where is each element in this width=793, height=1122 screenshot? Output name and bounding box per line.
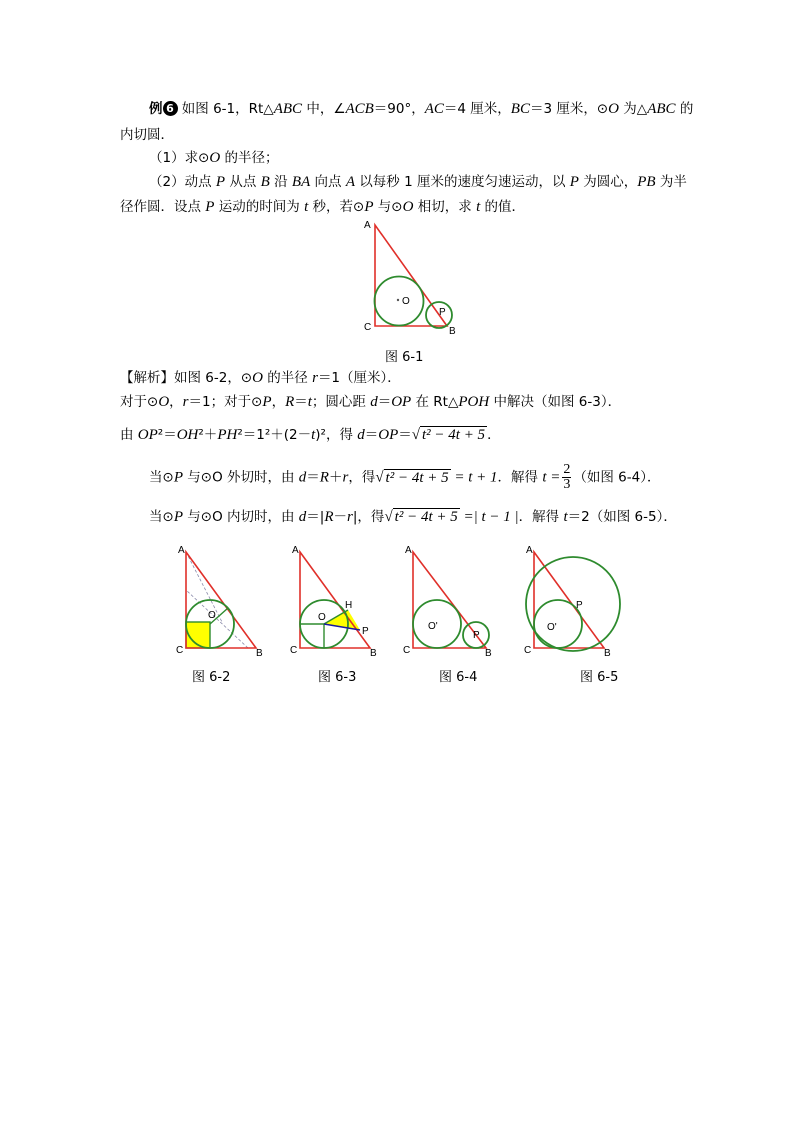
text: )²，得 xyxy=(315,427,358,443)
math: r xyxy=(312,370,318,386)
text: 向点 xyxy=(310,174,346,190)
math: OP xyxy=(391,394,412,410)
math: R xyxy=(319,469,329,486)
text: 以每秒 1 厘米的速度匀速运动，以 xyxy=(355,174,570,190)
text: ＝ xyxy=(364,427,379,443)
math: t xyxy=(476,199,481,215)
math: P xyxy=(364,199,374,215)
label-b: B xyxy=(449,326,456,337)
example-number: 6 xyxy=(163,101,178,116)
label-a: A xyxy=(405,545,412,556)
math: P xyxy=(215,174,226,190)
point-o xyxy=(397,299,399,301)
text: ＋ xyxy=(328,469,343,486)
math: PH xyxy=(217,427,238,443)
math: r xyxy=(342,469,349,486)
caption-6-5: 图 6-5 xyxy=(580,670,619,685)
math: P xyxy=(262,394,272,410)
question-1 xyxy=(149,149,279,167)
text: ＝90°， xyxy=(373,101,425,117)
text: ＝ xyxy=(306,469,320,486)
text: 的 xyxy=(675,101,694,117)
math: t xyxy=(311,427,316,443)
fraction-two-thirds xyxy=(562,463,571,492)
text: ＝ xyxy=(398,427,412,443)
text: 由 xyxy=(120,427,138,443)
figure-6-3 xyxy=(282,542,382,660)
math: OP xyxy=(378,427,399,443)
question-2-line-2 xyxy=(120,198,525,216)
figure-6-4 xyxy=(398,542,498,660)
math: t xyxy=(307,394,312,410)
text: ＝ xyxy=(294,394,308,410)
text: 沿 xyxy=(269,174,292,190)
text: 相切，求 xyxy=(413,199,477,215)
text: |，得 xyxy=(352,509,385,525)
label-c: C xyxy=(290,645,298,656)
math: P xyxy=(173,509,183,525)
label-a: A xyxy=(292,545,299,556)
text: 当⊙ xyxy=(149,469,174,486)
math: t = xyxy=(542,469,561,486)
text: 如图 6-1，Rt△ xyxy=(177,101,274,117)
text: 为△ xyxy=(619,101,648,117)
text: ＝1（厘米）． xyxy=(317,370,401,386)
math: O xyxy=(252,370,263,386)
math: ABC xyxy=(273,101,303,117)
text: 的半径 xyxy=(263,370,313,386)
math: r xyxy=(347,509,353,525)
radicand: t² − 4t + 5 xyxy=(385,469,449,486)
text: （如图 6-4）． xyxy=(573,469,661,486)
solution-line-1 xyxy=(120,369,401,387)
radicand: t² − 4t + 5 xyxy=(421,427,486,443)
text: ＝| xyxy=(306,509,325,525)
label-b: B xyxy=(604,648,611,659)
text: 的半径； xyxy=(220,150,279,166)
triangle-abc xyxy=(375,225,447,326)
denominator: 3 xyxy=(563,477,571,492)
triangle-abc xyxy=(300,552,370,648)
math: A xyxy=(345,174,356,190)
math: O xyxy=(608,101,619,117)
label-c: C xyxy=(364,322,372,333)
text: 与⊙O 外切时，由 xyxy=(182,469,299,486)
math: R xyxy=(324,509,334,525)
text: 当⊙ xyxy=(149,509,174,525)
text: 为圆心， xyxy=(578,174,638,190)
math: O xyxy=(402,199,414,215)
text: ²＝1²＋(2－ xyxy=(237,427,312,443)
math: t xyxy=(563,509,568,525)
label-a: A xyxy=(178,545,185,556)
solution-line-3 xyxy=(120,426,501,444)
text: 为半 xyxy=(655,174,687,190)
label-o: O xyxy=(402,296,410,307)
text: ＝4 厘米， xyxy=(443,101,511,117)
text: ＝1；对于⊙ xyxy=(188,394,263,410)
label-o: O' xyxy=(428,621,438,632)
figure-6-5 xyxy=(516,542,628,660)
text: ，得 xyxy=(348,469,376,486)
text: 内切圆． xyxy=(120,127,174,143)
text: ， xyxy=(169,394,183,410)
caption-6-2: 图 6-2 xyxy=(192,670,231,685)
problem-line-1 xyxy=(149,100,693,118)
text: （1）求⊙ xyxy=(149,150,210,166)
text: 从点 xyxy=(225,174,261,190)
math: AC xyxy=(424,101,444,117)
text: 运动的时间为 xyxy=(214,199,305,215)
text: 【解析】如图 6-2，⊙ xyxy=(120,370,253,386)
label-c: C xyxy=(524,645,532,656)
text: 中解决（如图 6-3）． xyxy=(489,394,622,410)
label-o: O xyxy=(318,612,326,623)
label-b: B xyxy=(256,648,263,659)
circle-p xyxy=(526,557,620,651)
label-c: C xyxy=(176,645,184,656)
solution-line-2 xyxy=(120,393,621,411)
label-a: A xyxy=(526,545,533,556)
text: ²＋ xyxy=(198,427,218,443)
math: r xyxy=(182,394,189,410)
caption-6-1: 图 6-1 xyxy=(385,350,424,365)
math: R xyxy=(285,394,295,410)
question-2-line-1 xyxy=(149,173,687,191)
text: ．解得 xyxy=(497,469,543,486)
example-label: 例 xyxy=(149,101,163,117)
solution-line-4 xyxy=(149,463,660,492)
label-p: P xyxy=(362,626,369,637)
figure-6-2 xyxy=(168,542,268,660)
math: O xyxy=(209,150,221,166)
label-o: O' xyxy=(547,622,557,633)
text: ²＝ xyxy=(157,427,177,443)
label-o: O xyxy=(208,610,216,621)
sqrt-expression: √ t² − 4t + 5 xyxy=(384,509,458,525)
text: ． xyxy=(487,427,501,443)
text: （2）动点 xyxy=(149,174,216,190)
label-b: B xyxy=(485,648,492,659)
sqrt-expression: √ t² − 4t + 5 xyxy=(375,469,449,486)
dashed-line-a xyxy=(186,552,222,622)
math: ABC xyxy=(647,101,676,117)
math: d xyxy=(298,509,307,525)
math: d xyxy=(370,394,378,410)
incircle-o xyxy=(375,277,424,326)
math: BA xyxy=(291,174,311,190)
math: P xyxy=(569,174,579,190)
sqrt-expression: √ t² − 4t + 5 xyxy=(411,427,486,443)
math: P xyxy=(173,469,183,486)
text: ．解得 xyxy=(518,509,564,525)
math: PB xyxy=(637,174,656,190)
label-c: C xyxy=(403,645,411,656)
label-p: P xyxy=(473,630,480,641)
text: 中，∠ xyxy=(302,101,346,117)
text: 的值． xyxy=(480,199,526,215)
text: 秒，若⊙ xyxy=(308,199,365,215)
text: － xyxy=(333,509,348,525)
text: 径作圆．设点 xyxy=(120,199,206,215)
label-a: A xyxy=(364,220,371,231)
problem-line-2 xyxy=(120,126,174,144)
text: 对于⊙ xyxy=(120,394,159,410)
label-p: P xyxy=(576,600,583,611)
caption-6-3: 图 6-3 xyxy=(318,670,357,685)
math: d xyxy=(298,469,307,486)
text: ；圆心距 xyxy=(311,394,371,410)
math: P xyxy=(205,199,215,215)
math: O xyxy=(158,394,170,410)
caption-6-4: 图 6-4 xyxy=(439,670,478,685)
label-h: H xyxy=(345,600,353,611)
label-b: B xyxy=(370,648,377,659)
text: ＝2（如图 6-5）． xyxy=(567,509,677,525)
text: 与⊙ xyxy=(373,199,403,215)
radicand: t² − 4t + 5 xyxy=(394,509,458,525)
equation-rhs: = t + 1 xyxy=(450,469,498,486)
math: OH xyxy=(176,427,199,443)
math: t xyxy=(304,199,309,215)
equation-rhs: =| t − 1 | xyxy=(459,509,519,525)
text: 在 Rt△ xyxy=(411,394,459,410)
figure-6-1 xyxy=(355,215,475,340)
solution-line-5 xyxy=(149,508,677,526)
text: ＝3 厘米，⊙ xyxy=(529,101,609,117)
math: POH xyxy=(458,394,490,410)
text: ， xyxy=(271,394,286,410)
label-p: P xyxy=(439,307,446,318)
math: B xyxy=(260,174,270,190)
math: OP xyxy=(137,427,158,443)
numerator: 2 xyxy=(563,462,571,477)
text: ＝ xyxy=(377,394,392,410)
math: BC xyxy=(510,101,530,117)
math: d xyxy=(357,427,365,443)
math: ACB xyxy=(345,101,374,117)
incircle-o xyxy=(534,600,582,648)
text: 与⊙O 内切时，由 xyxy=(182,509,299,525)
